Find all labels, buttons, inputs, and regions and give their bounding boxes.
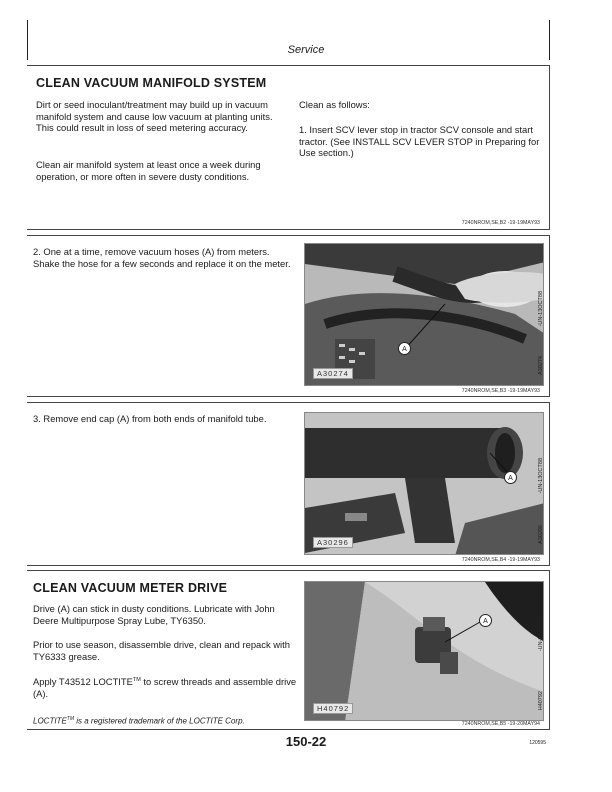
callout-a: A — [504, 471, 517, 484]
section1-title: CLEAN VACUUM MANIFOLD SYSTEM — [36, 76, 267, 90]
section4-side-label-top: -UN-05APR89 — [538, 616, 544, 652]
section3-side-label-bottom: A30296 — [538, 525, 544, 544]
section4-p3-b: to screw threads and assemble drive (A). — [33, 676, 297, 699]
callout-a: A — [479, 614, 492, 627]
document-number: 120595 — [529, 740, 546, 746]
section4-p3-a: Apply T43512 LOCTITE — [33, 676, 133, 688]
section4-side-label-bottom: H40792 — [538, 691, 544, 711]
section-clean-vacuum-manifold — [27, 65, 550, 230]
left-margin-line — [27, 20, 28, 60]
section3-side-label-top: -UN-13OCT88 — [538, 458, 544, 494]
footnote-a: LOCTITE — [33, 716, 67, 726]
section1-left-paragraph-1: Dirt or seed inoculant/treatment may build up in vacuum manifold system and cause low vacuum at planting units. This could result in loss of seed metering accuracy. — [36, 99, 273, 133]
section1-right-paragraph-1: Clean as follows: — [299, 99, 370, 110]
section4-ref-code: 7240NROM,SE,B5 -19-20MAY94 — [461, 721, 540, 727]
callout-a: A — [398, 342, 411, 355]
section-remove-vacuum-hoses — [27, 235, 550, 397]
photo-id-label: A30274 — [313, 368, 353, 379]
section2-text: 2. One at a time, remove vacuum hoses (A) from meters. Shake the hose for a few seconds and replace it on the meter. — [33, 246, 291, 269]
section3-text: 3. Remove end cap (A) from both ends of manifold tube. — [33, 413, 267, 424]
section3-ref-code: 7240NROM,SE,B4 -19-19MAY93 — [461, 557, 540, 563]
section4-paragraph-3 — [33, 675, 298, 699]
section1-left-paragraph-2: Clean air manifold system at least once a week during operation, or more often in severe dusty conditions. — [36, 159, 261, 182]
section4-paragraph-2: Prior to use season, disassemble drive, clean and repack with TY6333 grease. — [33, 639, 290, 662]
section2-ref-code: 7240NROM,SE,B3 -19-19MAY93 — [461, 388, 540, 394]
right-margin-line — [549, 20, 550, 60]
trademark-mark: TM — [132, 677, 141, 683]
manifold-tube-photo — [304, 412, 544, 555]
section1-ref-code: 7240NROM,SE,B2 -19-19MAY93 — [461, 220, 540, 226]
page-number: 150-22 — [285, 734, 327, 749]
footnote-trademark-mark: TM — [66, 716, 75, 722]
vacuum-hose-illustration — [305, 244, 544, 386]
section4-title: CLEAN VACUUM METER DRIVE — [33, 581, 228, 595]
vacuum-hose-photo — [304, 243, 544, 386]
meter-drive-photo — [304, 581, 544, 721]
photo-id-label: A30296 — [313, 537, 353, 548]
section1-right-paragraph-2: 1. Insert SCV lever stop in tractor SCV console and start tractor. (See INSTALL SCV LEVER STOP in Preparing for Use section.) — [299, 124, 540, 158]
header-title: Service — [287, 44, 325, 56]
meter-drive-illustration — [305, 582, 544, 721]
section-remove-end-cap — [27, 402, 550, 566]
section-clean-vacuum-meter-drive — [27, 570, 550, 730]
manifold-tube-illustration — [305, 413, 544, 555]
section4-paragraph-1: Drive (A) can stick in dusty conditions. Lubricate with John Deere Multipurpose Spray Lube, TY6350. — [33, 603, 275, 626]
section2-side-label-bottom: A30274 — [538, 356, 544, 375]
section2-side-label-top: -UN-13OCT88 — [538, 291, 544, 327]
footnote-b: is a registered trademark of the LOCTITE Corp. — [74, 716, 245, 726]
loctite-footnote — [33, 716, 303, 726]
photo-id-label: H40792 — [313, 703, 353, 714]
